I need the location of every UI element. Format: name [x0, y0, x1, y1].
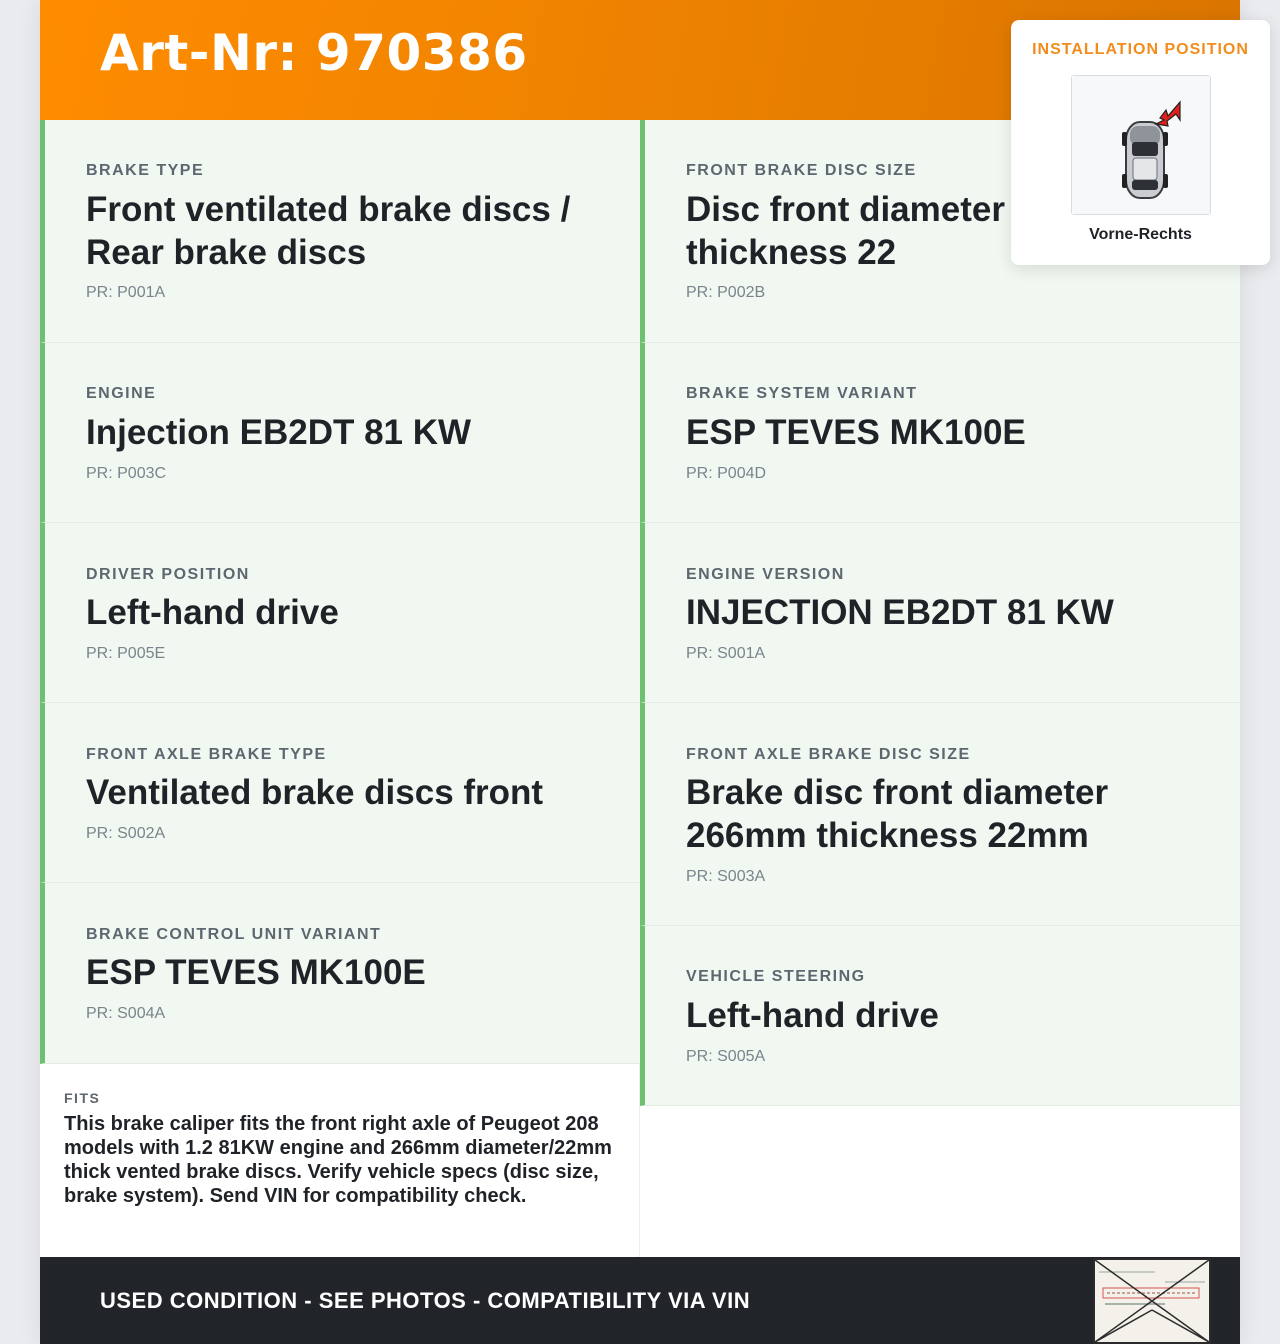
product-sheet	[40, 0, 1249, 1344]
spec-value: ESP TEVES MK100E	[686, 413, 1026, 452]
spec-cell-brake-type	[40, 120, 640, 343]
spec-label: FRONT AXLE BRAKE TYPE	[86, 746, 327, 763]
spec-cell-front-axle-brake-type	[40, 703, 640, 883]
spec-cell-driver-position	[40, 523, 640, 703]
spec-cell-front-axle-disc-size	[640, 703, 1240, 926]
installation-position-card	[1011, 20, 1270, 265]
spec-pr-code: PR: P005E	[86, 645, 166, 662]
spec-label: BRAKE TYPE	[86, 162, 205, 179]
spec-cell-vehicle-steering	[640, 926, 1240, 1106]
car-top-view-icon	[1071, 75, 1211, 215]
spec-value: ESP TEVES MK100E	[86, 953, 426, 992]
fits-section	[40, 1064, 640, 1257]
spec-label: DRIVER POSITION	[86, 566, 250, 583]
spec-cell-brake-control-unit	[40, 883, 640, 1064]
spec-pr-code: PR: P002B	[686, 284, 766, 301]
spec-pr-code: PR: P001A	[86, 284, 166, 301]
spec-label: VEHICLE STEERING	[686, 968, 866, 985]
spec-value: Disc front diameter thickness 22	[686, 190, 1005, 272]
spec-pr-code: PR: S005A	[686, 1048, 766, 1065]
spec-cell-brake-system-variant	[640, 343, 1240, 523]
spec-value: INJECTION EB2DT 81 KW	[686, 593, 1114, 632]
spec-label: FRONT BRAKE DISC SIZE	[686, 162, 917, 179]
fits-description: This brake caliper fits the front right axle of Peugeot 208 models with 1.2 81KW engine and 266mm diameter/22mm thick vented brake discs. Verify vehicle specs (disc size, brake system). Send VIN for compatibility check.	[64, 1113, 612, 1207]
spec-value: Front ventilated brake discs / Rear brake discs	[86, 190, 571, 272]
spec-pr-code: PR: P003C	[86, 465, 167, 482]
spec-cell-engine-version	[640, 523, 1240, 703]
spec-value: Ventilated brake discs front	[86, 773, 544, 812]
vin-document-thumbnail-icon	[1093, 1258, 1211, 1344]
installation-position-caption: Vorne-Rechts	[1089, 226, 1192, 243]
article-number-title: Art-Nr: 970386	[100, 24, 528, 82]
spec-pr-code: PR: S002A	[86, 825, 166, 842]
footer-bar	[40, 1257, 1240, 1344]
footer-condition-text: USED CONDITION - SEE PHOTOS - COMPATIBILITY VIA VIN	[100, 1288, 751, 1313]
spec-label: BRAKE SYSTEM VARIANT	[686, 385, 918, 402]
spec-pr-code: PR: S001A	[686, 645, 766, 662]
spec-value: Brake disc front diameter 266mm thickness 22mm	[686, 773, 1109, 855]
spec-label: FRONT AXLE BRAKE DISC SIZE	[686, 746, 971, 763]
fits-label: FITS	[64, 1090, 101, 1106]
spec-value: Injection EB2DT 81 KW	[86, 413, 472, 452]
spec-pr-code: PR: S004A	[86, 1005, 166, 1022]
installation-position-title: INSTALLATION POSITION	[1032, 41, 1249, 58]
spec-value: Left-hand drive	[86, 593, 339, 632]
spec-pr-code: PR: P004D	[686, 465, 767, 482]
spec-label: BRAKE CONTROL UNIT VARIANT	[86, 926, 382, 943]
spec-value: Left-hand drive	[686, 996, 939, 1035]
spec-pr-code: PR: S003A	[686, 868, 766, 885]
spec-cell-engine	[40, 343, 640, 523]
spec-label: ENGINE	[86, 385, 157, 402]
spec-label: ENGINE VERSION	[686, 566, 845, 583]
